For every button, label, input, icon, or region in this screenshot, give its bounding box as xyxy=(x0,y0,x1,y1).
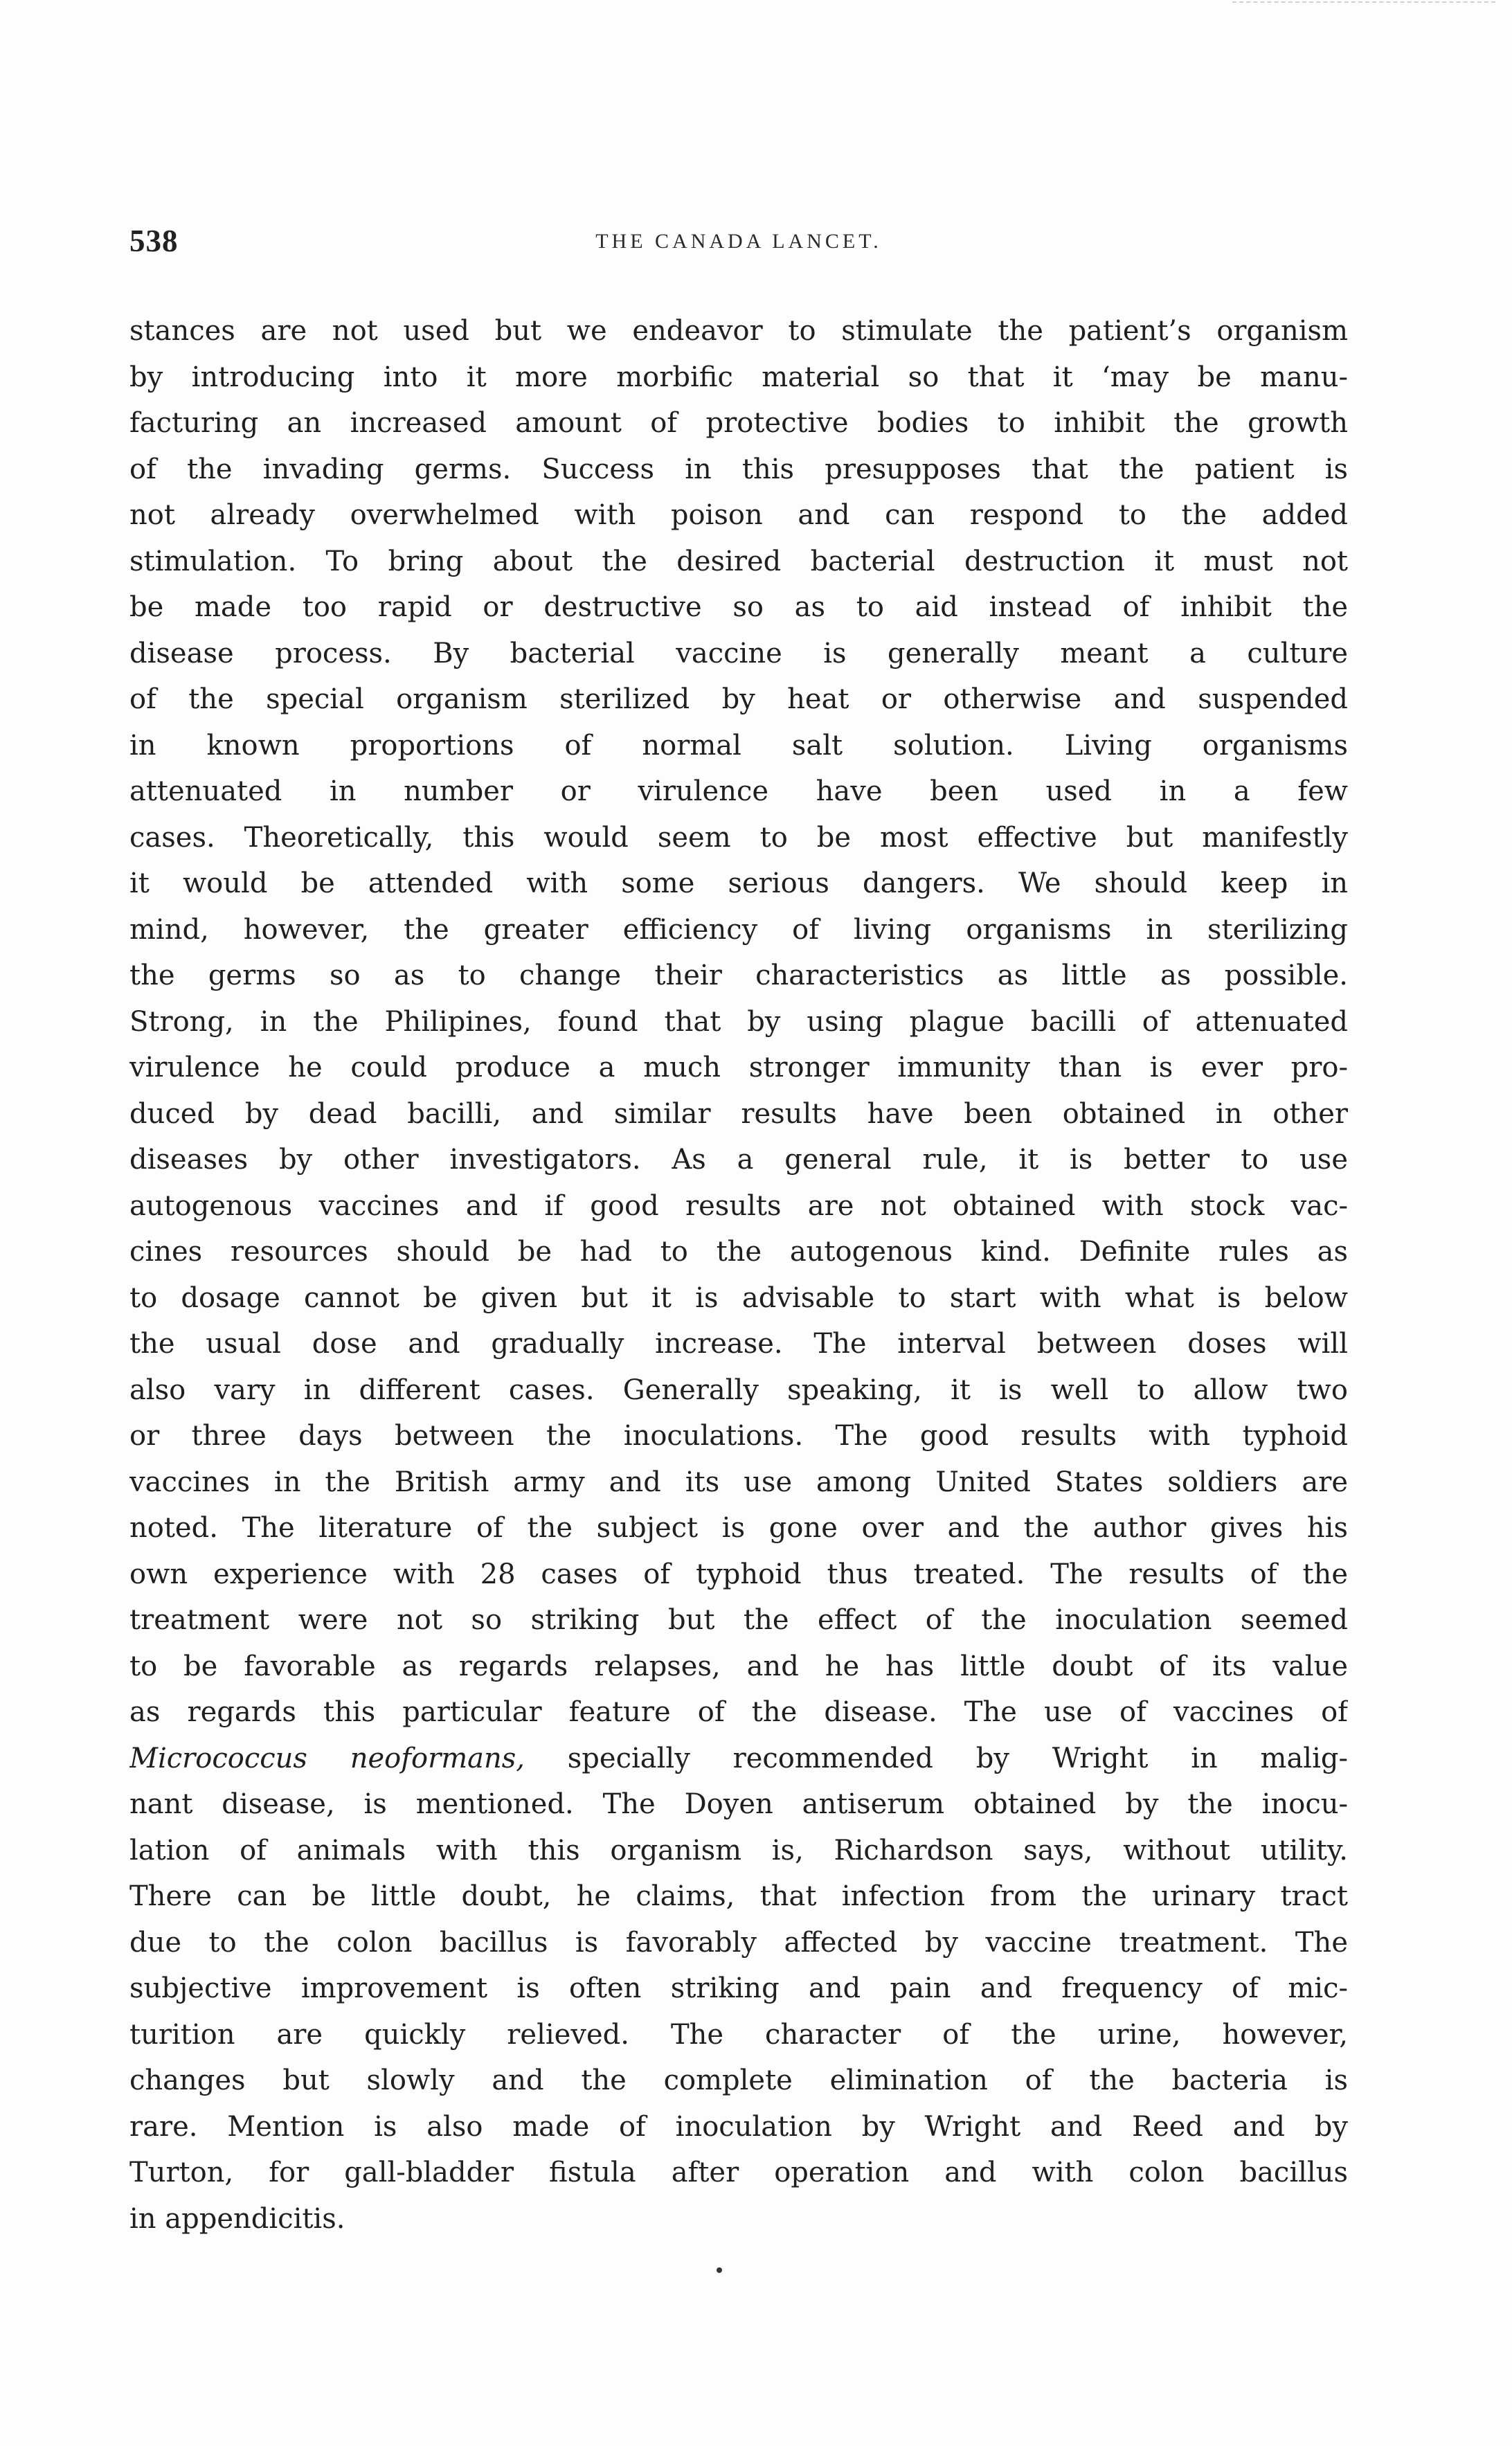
text-line: cases. Theoretically, this would seem to be most effective but manifestly xyxy=(129,821,1348,854)
text-line: Strong, in the Philipines, found that by using plague bacilli of attenuated xyxy=(129,1005,1348,1038)
text-line: to dosage cannot be given but it is advisable to start with what is below xyxy=(129,1282,1348,1314)
text-line: stimulation. To bring about the desired bacterial destruction it must not xyxy=(129,545,1348,577)
text-line-rest: specially recommended by Wright in malig- xyxy=(525,1742,1348,1774)
text-line: mind, however, the greater efficiency of living organisms in sterilizing xyxy=(129,913,1348,946)
text-line: vaccines in the British army and its use among United States soldiers are xyxy=(129,1466,1348,1498)
body-text xyxy=(129,308,1348,2242)
text-line: rare. Mention is also made of inoculation by Wright and Reed and by xyxy=(129,2110,1348,2143)
text-line: in known proportions of normal salt solution. Living organisms xyxy=(129,729,1348,762)
text-line: the usual dose and gradually increase. The interval between doses will xyxy=(129,1328,1348,1360)
text-line: in appendicitis. xyxy=(129,2202,345,2235)
text-line: lation of animals with this organism is, Richardson says, without utility. xyxy=(129,1834,1348,1867)
text-line: of the special organism sterilized by heat or otherwise and suspended xyxy=(129,683,1348,715)
text-line: not already overwhelmed with poison and can respond to the added xyxy=(129,499,1348,531)
text-line: disease process. By bacterial vaccine is generally meant a culture xyxy=(129,637,1348,669)
text-line: by introducing into it more morbific material so that it ‘may be manu- xyxy=(129,361,1348,393)
text-line-italic xyxy=(129,1736,1348,1782)
text-line: changes but slowly and the complete elimination of the bacteria is xyxy=(129,2065,1348,2096)
text-line: nant disease, is mentioned. The Doyen antiserum obtained by the inocu- xyxy=(129,1788,1348,1820)
text-line: turition are quickly relieved. The character of the urine, however, xyxy=(129,2018,1348,2051)
text-line: stances are not used but we endeavor to stimulate the patient’s organism xyxy=(129,315,1348,347)
text-line: Turton, for gall-bladder fistula after operation and with colon bacillus xyxy=(129,2157,1348,2188)
text-line: or three days between the inoculations. The good results with typhoid xyxy=(129,1420,1348,1452)
text-line: to be favorable as regards relapses, and he has little doubt of its value xyxy=(129,1650,1348,1682)
text-line: own experience with 28 cases of typhoid thus treated. The results of the xyxy=(129,1558,1348,1590)
text-line: attenuated in number or virulence have been used in a few xyxy=(129,775,1348,807)
text-line: duced by dead bacilli, and similar results have been obtained in other xyxy=(129,1097,1348,1130)
text-line: as regards this particular feature of the disease. The use of vaccines of xyxy=(129,1696,1348,1728)
text-line: There can be little doubt, he claims, that infection from the urinary tract xyxy=(129,1880,1348,1912)
text-line: noted. The literature of the subject is gone over and the author gives his xyxy=(129,1512,1348,1544)
text-line: also vary in different cases. Generally speaking, it is well to allow two xyxy=(129,1374,1348,1406)
text-line: cines resources should be had to the autogenous kind. Definite rules as xyxy=(129,1236,1348,1268)
running-head: THE CANADA LANCET. xyxy=(595,230,882,253)
text-line: due to the colon bacillus is favorably affected by vaccine treatment. The xyxy=(129,1926,1348,1959)
text-line: be made too rapid or destructive so as to aid instead of inhibit the xyxy=(129,591,1348,623)
text-line: subjective improvement is often striking and pain and frequency of mic- xyxy=(129,1972,1348,2004)
text-line: it would be attended with some serious dangers. We should keep in xyxy=(129,867,1348,899)
text-line: the germs so as to change their characteristics as little as possible. xyxy=(129,960,1348,991)
text-line: of the invading germs. Success in this presupposes that the patient is xyxy=(129,453,1348,485)
text-line: autogenous vaccines and if good results are not obtained with stock vac- xyxy=(129,1189,1348,1222)
text-line: diseases by other investigators. As a general rule, it is better to use xyxy=(129,1144,1348,1176)
footer-dot xyxy=(717,2267,722,2273)
text-line: virulence he could produce a much stronger immunity than is ever pro- xyxy=(129,1052,1348,1083)
page-number: 538 xyxy=(129,224,179,258)
organism-name: Micrococcus neoformans, xyxy=(129,1742,525,1774)
scan-artifact xyxy=(1232,1,1495,8)
text-line: facturing an increased amount of protective bodies to inhibit the growth xyxy=(129,407,1348,439)
text-line: treatment were not so striking but the effect of the inoculation seemed xyxy=(129,1604,1348,1636)
page-header xyxy=(129,223,1348,264)
